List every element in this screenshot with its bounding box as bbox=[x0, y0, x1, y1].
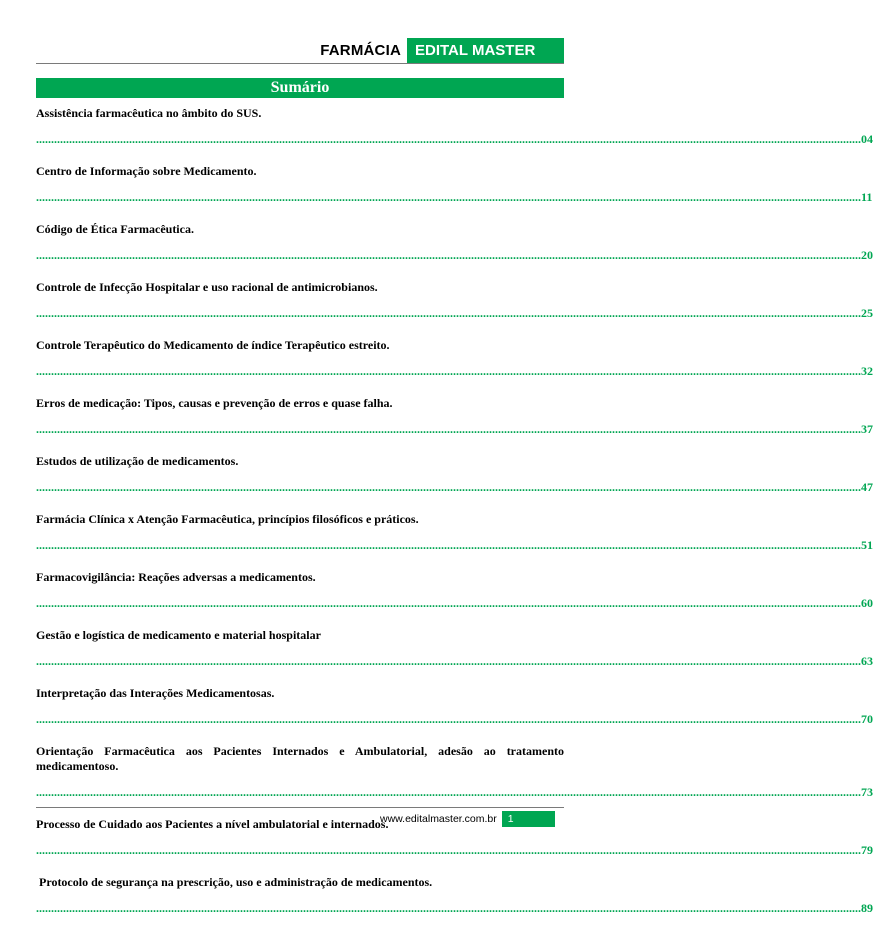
toc-entry-title: Controle Terapêutico do Medicamento de índice Terapêutico estreito. bbox=[36, 338, 390, 352]
toc-entry[interactable] bbox=[36, 106, 873, 146]
toc-entry-leader bbox=[36, 132, 873, 146]
footer-divider bbox=[36, 807, 564, 808]
dot-leader bbox=[36, 422, 861, 436]
toc-entry-title: Gestão e logística de medicamento e material hospitalar bbox=[36, 628, 321, 642]
dot-leader bbox=[36, 712, 861, 726]
toc-entry-page: 89 bbox=[861, 901, 873, 915]
toc-entry-page: 37 bbox=[861, 422, 873, 436]
toc-entry-page: 70 bbox=[861, 712, 873, 726]
page-header bbox=[292, 38, 564, 63]
toc-entry-title: Assistência farmacêutica no âmbito do SUS. bbox=[36, 106, 262, 120]
toc-entry-leader bbox=[36, 190, 873, 204]
toc-entry[interactable] bbox=[36, 744, 873, 799]
dot-leader bbox=[36, 538, 861, 552]
toc-entry[interactable] bbox=[36, 686, 873, 726]
toc-entry-page: 47 bbox=[861, 480, 873, 494]
toc-entry[interactable] bbox=[36, 338, 873, 378]
toc-entry-leader bbox=[36, 785, 873, 799]
toc-entry-page: 60 bbox=[861, 596, 873, 610]
header-subject: FARMÁCIA bbox=[320, 42, 401, 59]
toc-entry-leader bbox=[36, 596, 873, 610]
dot-leader bbox=[36, 248, 861, 262]
toc-entry-leader bbox=[36, 901, 873, 915]
toc-entry-title: Erros de medicação: Tipos, causas e prevenção de erros e quase falha. bbox=[36, 396, 393, 410]
toc-entry[interactable] bbox=[36, 164, 873, 204]
dot-leader bbox=[36, 132, 861, 146]
toc-entry[interactable] bbox=[36, 222, 873, 262]
toc-entry-title: Estudos de utilização de medicamentos. bbox=[36, 454, 239, 468]
toc-title: Sumário bbox=[36, 78, 564, 98]
toc-entry-title: Código de Ética Farmacêutica. bbox=[36, 222, 194, 236]
dot-leader bbox=[36, 654, 861, 668]
toc-entry-title: Processo de Cuidado aos Pacientes a nível ambulatorial e internados. bbox=[36, 817, 389, 831]
toc-entry[interactable] bbox=[36, 570, 873, 610]
toc-entry-page: 20 bbox=[861, 248, 873, 262]
toc-entry-page: 11 bbox=[861, 190, 873, 204]
toc-entry-leader bbox=[36, 654, 873, 668]
dot-leader bbox=[36, 190, 861, 204]
toc-entry-page: 32 bbox=[861, 364, 873, 378]
toc-entry-leader bbox=[36, 306, 873, 320]
toc-entry-title: Protocolo de segurança na prescrição, uso e administração de medicamentos. bbox=[36, 875, 433, 889]
dot-leader bbox=[36, 596, 861, 610]
toc-entry-page: 79 bbox=[861, 843, 873, 857]
toc-entry-title: Interpretação das Interações Medicamentosas. bbox=[36, 686, 275, 700]
toc-entry-page: 04 bbox=[861, 132, 873, 146]
toc-entry-title: Centro de Informação sobre Medicamento. bbox=[36, 164, 257, 178]
toc-entry-page: 25 bbox=[861, 306, 873, 320]
toc-entry-title: Orientação Farmacêutica aos Pacientes Internados e Ambulatorial, adesão ao tratamento medicamentoso. bbox=[36, 744, 567, 773]
table-of-contents bbox=[36, 106, 873, 933]
dot-leader bbox=[36, 901, 861, 915]
dot-leader bbox=[36, 785, 861, 799]
toc-entry-title: Farmacovigilância: Reações adversas a medicamentos. bbox=[36, 570, 316, 584]
toc-entry-leader bbox=[36, 712, 873, 726]
toc-entry-title: Farmácia Clínica x Atenção Farmacêutica, princípios filosóficos e práticos. bbox=[36, 512, 419, 526]
toc-entry[interactable] bbox=[36, 454, 873, 494]
dot-leader bbox=[36, 306, 861, 320]
toc-entry[interactable] bbox=[36, 875, 873, 915]
toc-entry-page: 63 bbox=[861, 654, 873, 668]
toc-entry-leader bbox=[36, 364, 873, 378]
toc-entry-leader bbox=[36, 843, 873, 857]
toc-entry-page: 73 bbox=[861, 785, 873, 799]
toc-entry-page: 51 bbox=[861, 538, 873, 552]
toc-entry-leader bbox=[36, 538, 873, 552]
header-divider bbox=[36, 63, 564, 64]
toc-entry-leader bbox=[36, 480, 873, 494]
toc-entry-title: Controle de Infecção Hospitalar e uso racional de antimicrobianos. bbox=[36, 280, 378, 294]
footer-page-number: 1 bbox=[502, 811, 555, 827]
footer-url[interactable]: www.editalmaster.com.br bbox=[380, 813, 497, 825]
toc-entry[interactable] bbox=[36, 280, 873, 320]
toc-entry[interactable] bbox=[36, 512, 873, 552]
toc-entry-leader bbox=[36, 422, 873, 436]
header-brand: EDITAL MASTER bbox=[407, 38, 564, 63]
dot-leader bbox=[36, 480, 861, 494]
dot-leader bbox=[36, 364, 861, 378]
page-footer bbox=[380, 811, 555, 827]
toc-entry[interactable] bbox=[36, 396, 873, 436]
dot-leader bbox=[36, 843, 861, 857]
toc-entry[interactable] bbox=[36, 628, 873, 668]
toc-entry-leader bbox=[36, 248, 873, 262]
